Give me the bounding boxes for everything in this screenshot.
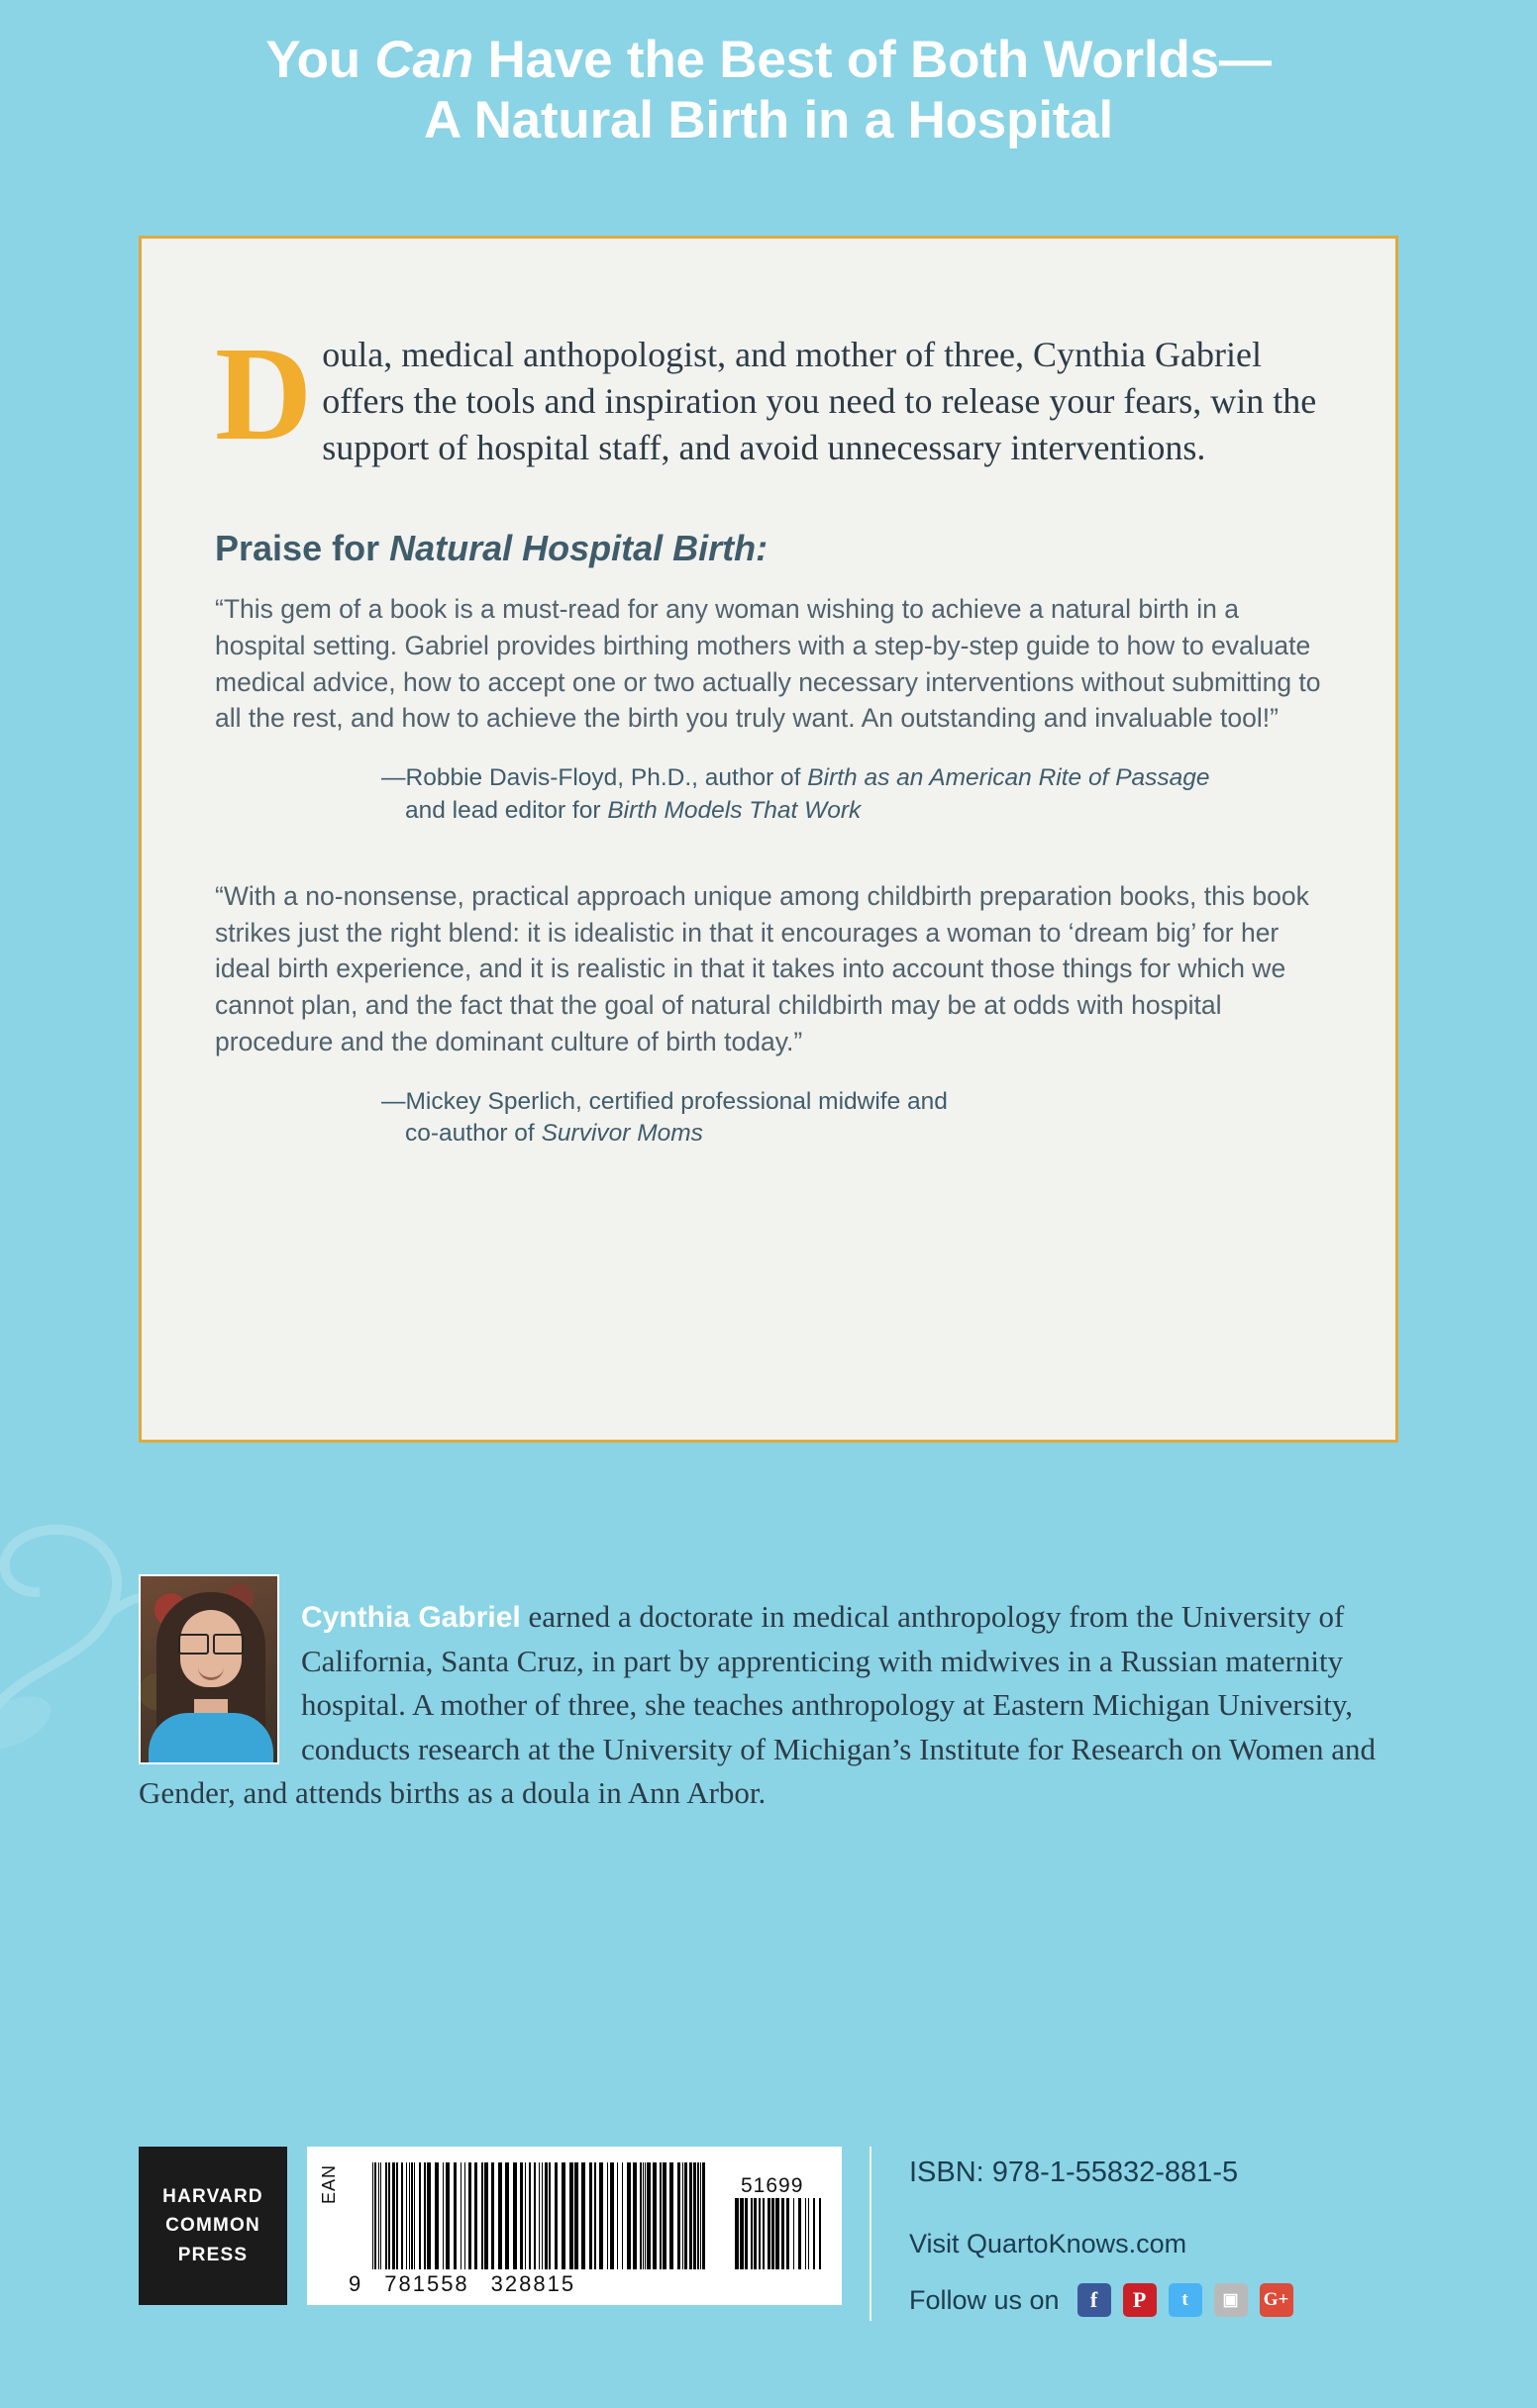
publisher-line-2: COMMON [165, 2215, 260, 2237]
author-name: Cynthia Gabriel [301, 1601, 521, 1634]
quote-2-attrib-line2-pre: co-author of [405, 1120, 542, 1148]
follow-row [909, 2283, 1424, 2317]
instagram-icon[interactable]: ▣ [1214, 2283, 1248, 2317]
author-bio-text [139, 1595, 1416, 1815]
praise-heading-book-title: Natural Hospital Birth: [389, 528, 768, 569]
headline-line-2: A Natural Birth in a Hospital [423, 91, 1114, 150]
quote-1-attrib-line2-pre: and lead editor for [405, 796, 608, 824]
author-bio-body: earned a doctorate in medical anthropology from the University of California, Santa Cruz, in part by apprenticing with midwives in a Russian maternity hospital. A mother of three, she teaches anthropology at Eastern Michigan University, conducts research at the University of Michigan’s Institute for Research on Women and Gender, and attends births as a doula in Ann Arbor. [139, 1599, 1377, 1810]
quote-2-attrib-line2 [381, 1118, 1322, 1151]
quote-2-attribution [381, 1086, 1322, 1151]
quote-1-attrib-line2 [381, 795, 1322, 828]
barcode-addon-bars [735, 2198, 826, 2269]
visit-url[interactable]: Visit QuartoKnows.com [909, 2229, 1187, 2258]
google-plus-icon[interactable]: G+ [1260, 2283, 1293, 2317]
barcode [307, 2147, 842, 2305]
publisher-line-3: PRESS [177, 2244, 249, 2265]
barcode-addon [735, 2174, 826, 2269]
quote-1-attrib-title-2: Birth Models That Work [607, 796, 862, 824]
quote-1: “This gem of a book is a must-read for any woman wishing to achieve a natural birth in a hospital setting. Gabriel provides birthing mothers with a step-by-step guide to how to evaluate medical advice, how to accept one or two actually necessary interventions without submitting to all the rest, and how to achieve the birth you truly want. An outstanding and invaluable tool!” [215, 594, 1321, 734]
quote-2: “With a no-nonsense, practical approach unique among childbirth preparation books, this book strikes just the right blend: it is idealistic in that it encourages a woman to ‘dream big’ for her ideal birth experience, and it is realistic in that it takes into account those things for which we cannot plan, and the fact that the goal of natural childbirth may be at odds with hospital procedure and the dominant culture of birth today.” [215, 881, 1309, 1056]
footer-info [909, 2157, 1424, 2317]
publisher-logo [139, 2147, 287, 2305]
barcode-digit-group-3: 328815 [490, 2271, 576, 2296]
publisher-line-1: HARVARD [162, 2185, 263, 2207]
praise-heading [215, 528, 1322, 569]
praise-panel [139, 236, 1398, 1443]
quote-1-attribution [381, 762, 1322, 827]
facebook-icon[interactable]: f [1077, 2283, 1111, 2317]
headline-line1-pre: You [265, 31, 375, 89]
lede-paragraph [215, 320, 1322, 470]
headline-emphasis: Can [374, 31, 473, 89]
ean-label: EAN [319, 2163, 339, 2204]
twitter-icon[interactable]: t [1169, 2283, 1202, 2317]
drop-cap: D [215, 320, 313, 468]
portrait-glasses [178, 1634, 244, 1651]
barcode-addon-digits: 51699 [741, 2174, 804, 2197]
praise-heading-pre: Praise for [215, 528, 390, 569]
author-bio [139, 1564, 1416, 1846]
quote-2-attrib-line1-pre: —Mickey Sperlich, certified professional midwife and [381, 1087, 948, 1115]
portrait-shirt [149, 1713, 273, 1762]
isbn-text: ISBN: 978-1-55832-881-5 [909, 2157, 1239, 2188]
pinterest-icon[interactable]: P [1123, 2283, 1157, 2317]
headline-line-1 [0, 30, 1537, 90]
quote-1-attrib-line1-pre: —Robbie Davis-Floyd, Ph.D., author of [381, 764, 808, 792]
page-title [0, 30, 1537, 151]
quote-1-attrib-title-1: Birth as an American Rite of Passage [807, 764, 1210, 792]
barcode-digit-group-1: 9 [349, 2271, 363, 2296]
quote-2-attrib-title-2: Survivor Moms [541, 1120, 703, 1148]
footer [139, 2147, 1416, 2323]
footer-divider [870, 2147, 871, 2321]
author-portrait [139, 1574, 279, 1764]
follow-label: Follow us on [909, 2284, 1060, 2315]
headline-line1-post: Have the Best of Both Worlds— [472, 31, 1272, 89]
barcode-digits [349, 2271, 745, 2297]
barcode-digit-group-2: 781558 [384, 2271, 469, 2296]
lede-text: oula, medical anthopologist, and mother of three, Cynthia Gabriel offers the tools and inspiration you need to release your fears, win the support of hospital staff, and avoid unnecessary interventions. [322, 335, 1317, 467]
barcode-bars [372, 2162, 709, 2269]
